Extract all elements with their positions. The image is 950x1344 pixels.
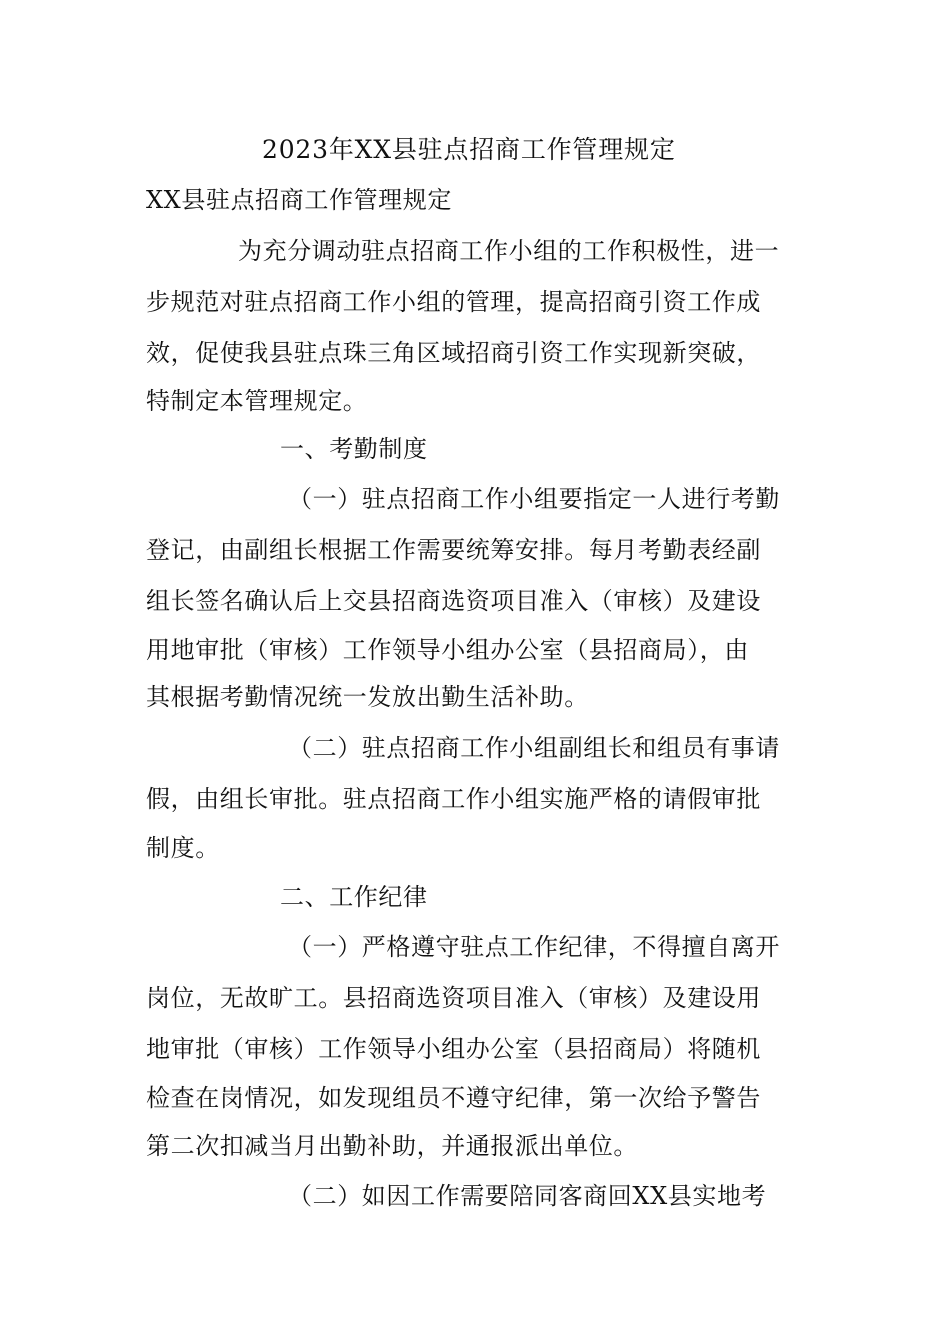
section1-item1-line-3: 组长签名确认后上交县招商选资项目准入（审核）及建设 bbox=[146, 587, 761, 615]
intro-line-2: 步规范对驻点招商工作小组的管理，提高招商引资工作成 bbox=[146, 288, 761, 316]
intro-line-1: 为充分调动驻点招商工作小组的工作积极性，进一 bbox=[238, 237, 780, 265]
section1-item2-line-2: 假，由组长审批。驻点招商工作小组实施严格的请假审批 bbox=[146, 785, 761, 813]
document-subtitle: XX县驻点招商工作管理规定 bbox=[146, 186, 452, 214]
section1-item2-line-3: 制度。 bbox=[146, 834, 220, 862]
section1-item1-line-4: 用地审批（审核）工作领导小组办公室（县招商局），由 bbox=[146, 636, 749, 664]
section2-item1-line-5: 第二次扣减当月出勤补助，并通报派出单位。 bbox=[146, 1132, 638, 1160]
section1-item1-line-1: （一）驻点招商工作小组要指定一人进行考勤 bbox=[288, 485, 780, 513]
section2-item1-line-4: 检查在岗情况，如发现组员不遵守纪律，第一次给予警告 bbox=[146, 1084, 761, 1112]
document-title: 2023年XX县驻点招商工作管理规定 bbox=[262, 135, 676, 164]
section1-heading: 一、考勤制度 bbox=[280, 435, 428, 463]
section2-heading: 二、工作纪律 bbox=[280, 883, 428, 911]
section1-item2-line-1: （二）驻点招商工作小组副组长和组员有事请 bbox=[288, 734, 780, 762]
section2-item1-line-2: 岗位，无故旷工。县招商选资项目准入（审核）及建设用 bbox=[146, 984, 761, 1012]
section2-item2-line-1: （二）如因工作需要陪同客商回XX县实地考 bbox=[288, 1182, 767, 1210]
intro-line-3: 效，促使我县驻点珠三角区域招商引资工作实现新突破， bbox=[146, 339, 761, 367]
section1-item1-line-5: 其根据考勤情况统一发放出勤生活补助。 bbox=[146, 683, 589, 711]
section2-item1-line-1: （一）严格遵守驻点工作纪律，不得擅自离开 bbox=[288, 933, 780, 961]
section2-item1-line-3: 地审批（审核）工作领导小组办公室（县招商局）将随机 bbox=[146, 1035, 761, 1063]
section1-item1-line-2: 登记，由副组长根据工作需要统筹安排。每月考勤表经副 bbox=[146, 536, 761, 564]
intro-line-4: 特制定本管理规定。 bbox=[146, 387, 368, 415]
